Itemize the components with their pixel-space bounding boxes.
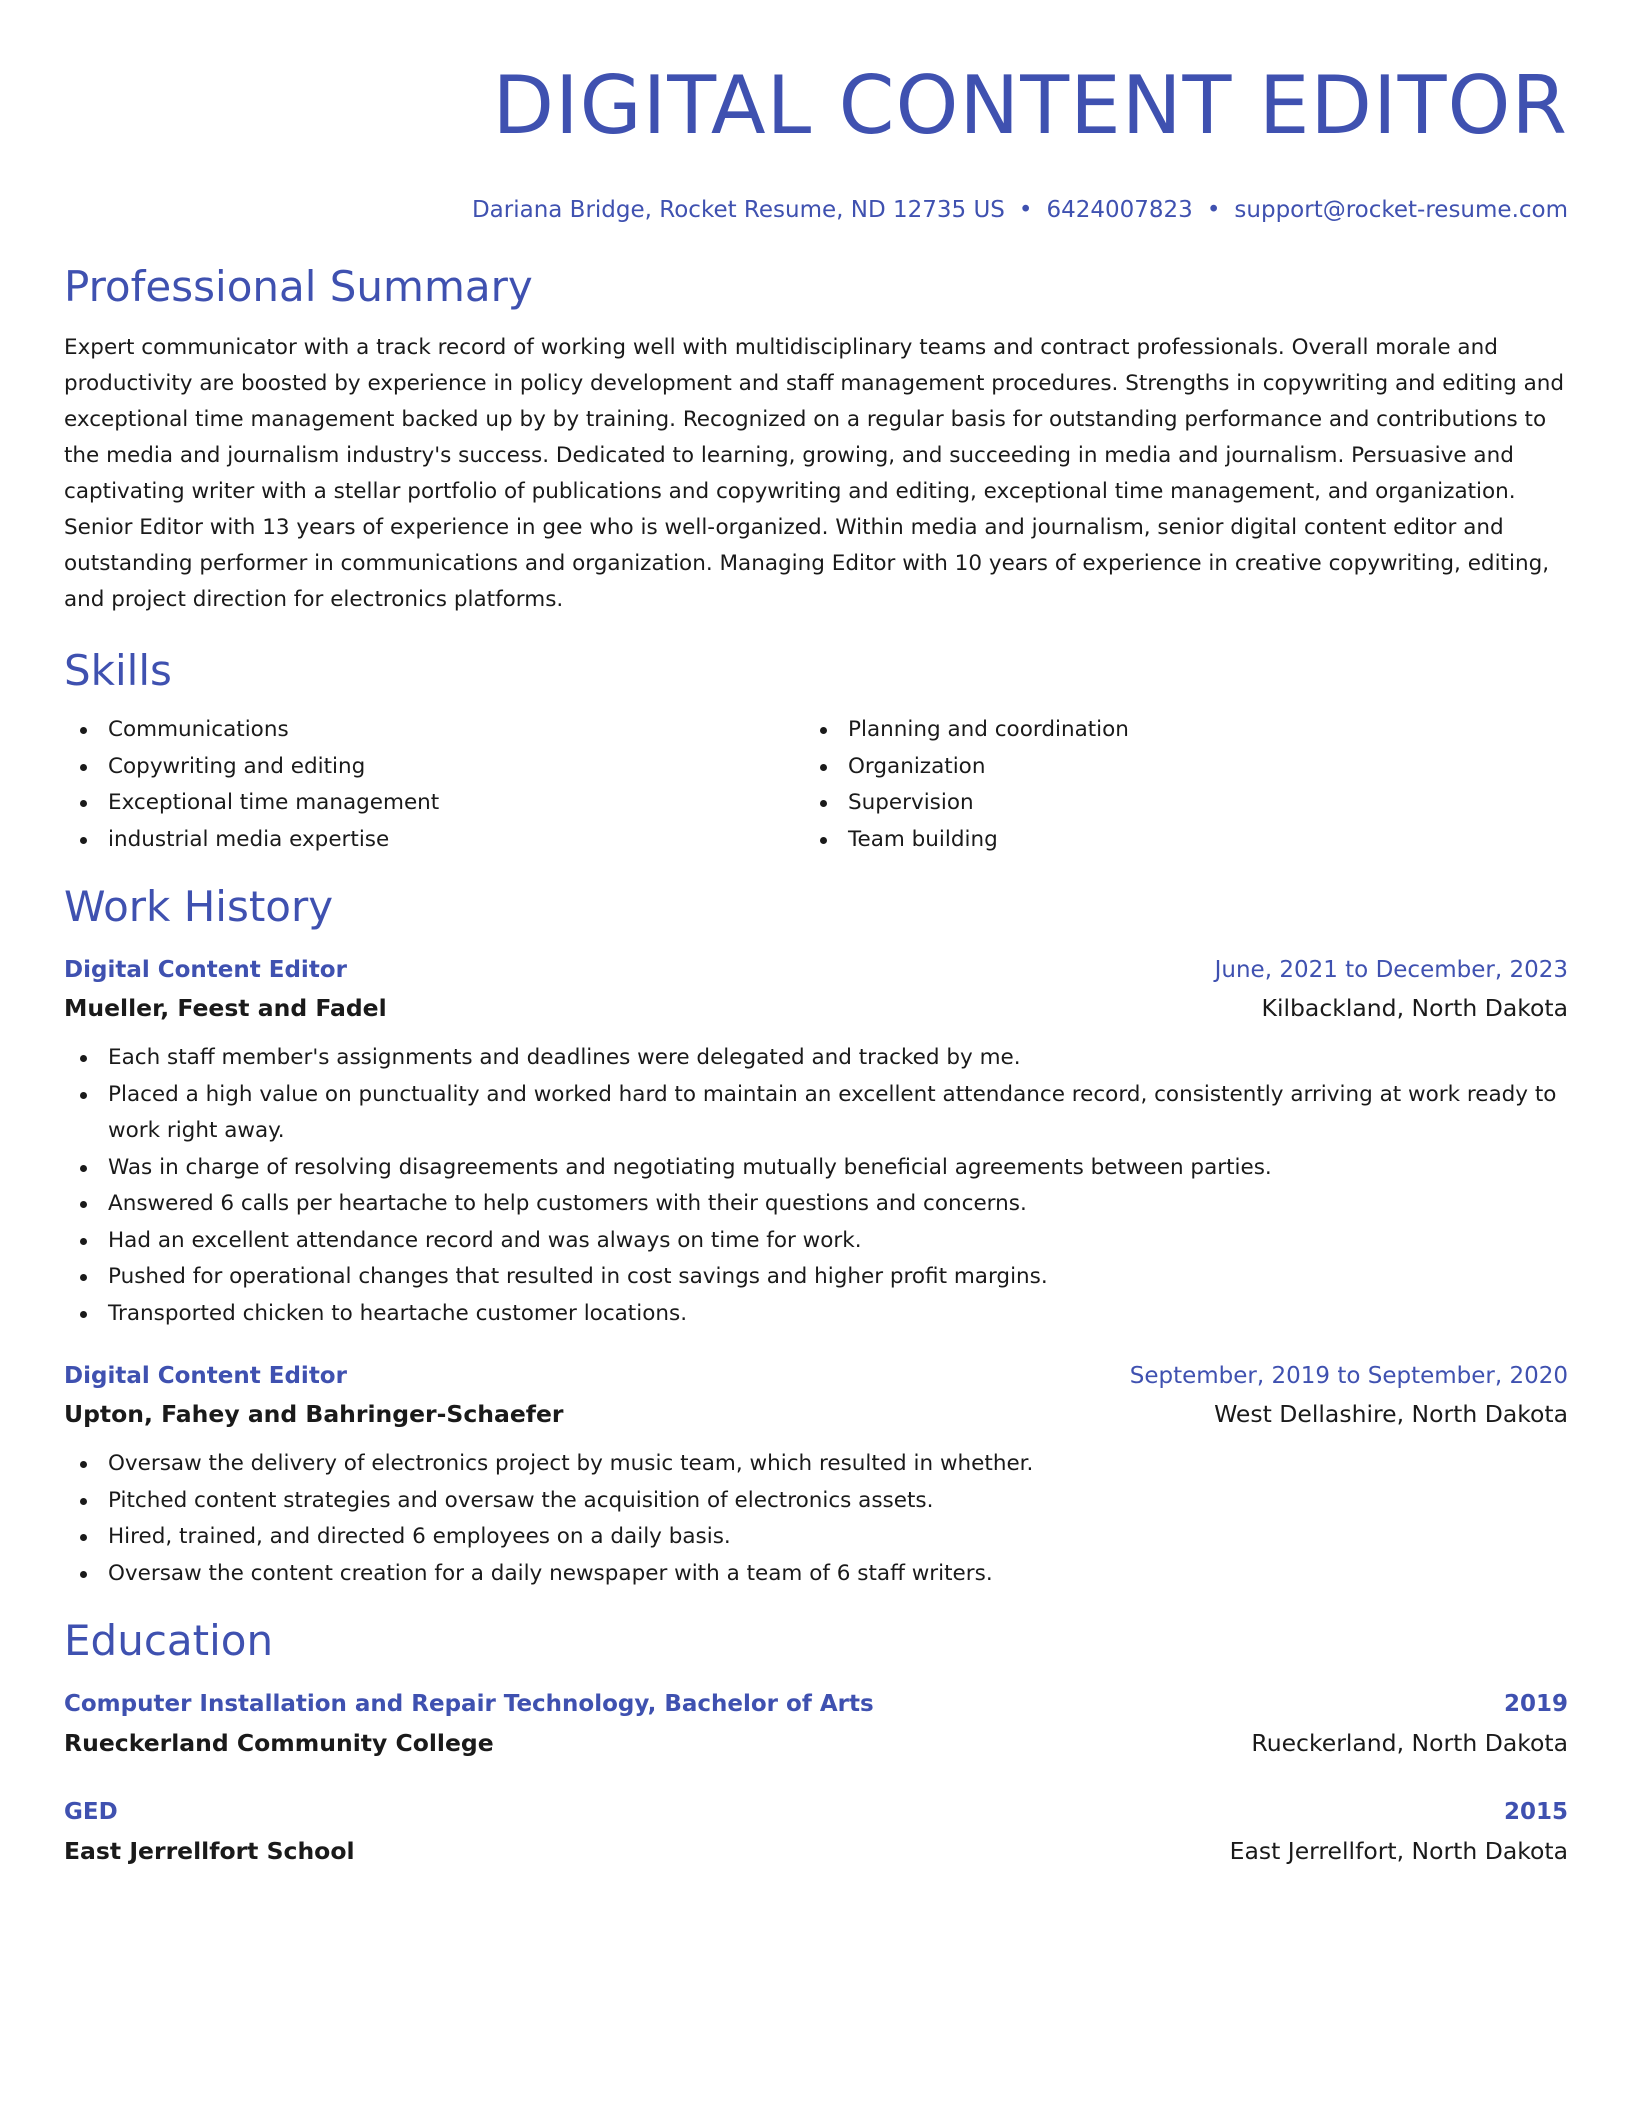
contact-phone: 6424007823: [1046, 197, 1193, 223]
skills-column-right: [804, 712, 1544, 858]
job-entry: [64, 1358, 1568, 1592]
education-heading: Education: [64, 1616, 274, 1665]
skills-list: [64, 712, 1568, 858]
job-bullet: Hired, trained, and directed 6 employees on a daily basis.: [64, 1519, 1568, 1556]
job-company: Mueller, Feest and Fadel: [64, 994, 387, 1022]
job-location: West Dellashire, North Dakota: [1214, 1400, 1568, 1428]
job-bullet: Placed a high value on punctuality and worked hard to maintain an excellent attendance record, consistently arriving at work ready to work right away.: [64, 1077, 1568, 1150]
job-dates: September, 2019 to September, 2020: [1129, 1363, 1568, 1389]
summary-text: Expert communicator with a track record of working well with multidisciplinary teams and contract professionals. Overall morale and productivity are boosted by experience in policy development and staff management procedures. Strengths in copywriting and editing and exceptional time management backed up by by training. Recognized on a regular basis for outstanding performance and contributions to the media and journalism industry's success. Dedicated to learning, growing, and succeeding in media and journalism. Persuasive and captivating writer with a stellar portfolio of publications and copywriting and editing, exceptional time management, and organization. Senior Editor with 13 years of experience in gee who is well-organized. Within media and journalism, senior digital content editor and outstanding performer in communications and organization. Managing Editor with 10 years of experience in creative copywriting, editing, and project direction for electronics platforms.: [64, 335, 1565, 612]
job-bullet: Oversaw the content creation for a daily newspaper with a team of 6 staff writers.: [64, 1556, 1568, 1593]
job-dates: June, 2021 to December, 2023: [1214, 957, 1568, 983]
skill-item: industrial media expertise: [64, 822, 804, 859]
contact-line: [64, 194, 1568, 226]
job-bullet: Pushed for operational changes that resulted in cost savings and higher profit margins.: [64, 1259, 1568, 1296]
job-bullet: Had an excellent attendance record and was always on time for work.: [64, 1223, 1568, 1260]
education-year: 2015: [1503, 1799, 1568, 1825]
job-title: Digital Content Editor: [64, 957, 347, 983]
skill-item: Team building: [804, 822, 1544, 859]
education-entry: [64, 1794, 1568, 1872]
job-bullet: Was in charge of resolving disagreements and negotiating mutually beneficial agreements between parties.: [64, 1150, 1568, 1187]
skill-item: Supervision: [804, 785, 1544, 822]
skills-heading: Skills: [64, 646, 172, 695]
contact-separator: •: [1018, 197, 1033, 223]
job-bullet: Transported chicken to heartache customer locations.: [64, 1296, 1568, 1333]
job-bullet: Pitched content strategies and oversaw the acquisition of electronics assets.: [64, 1483, 1568, 1520]
contact-address: Dariana Bridge, Rocket Resume, ND 12735 US: [471, 197, 1005, 223]
education-location: Rueckerland, North Dakota: [1251, 1729, 1568, 1757]
skill-item: Copywriting and editing: [64, 749, 804, 786]
job-bullet: Each staff member's assignments and deadlines were delegated and tracked by me.: [64, 1040, 1568, 1077]
work-history-heading: Work History: [64, 882, 334, 931]
education-degree: GED: [64, 1799, 118, 1825]
skill-item: Communications: [64, 712, 804, 749]
summary-heading: Professional Summary: [64, 262, 533, 311]
job-title: Digital Content Editor: [64, 1363, 347, 1389]
education-school-row: [64, 1830, 1568, 1872]
skill-item: Exceptional time management: [64, 785, 804, 822]
job-bullet: Answered 6 calls per heartache to help customers with their questions and concerns.: [64, 1186, 1568, 1223]
education-location: East Jerrellfort, North Dakota: [1229, 1837, 1568, 1865]
education-school: East Jerrellfort School: [64, 1837, 355, 1865]
education-school-row: [64, 1722, 1568, 1764]
job-company: Upton, Fahey and Bahringer-Schaefer: [64, 1400, 564, 1428]
education-header-row: [64, 1794, 1568, 1830]
resume-title: DIGITAL CONTENT EDITOR: [492, 59, 1568, 152]
education-school: Rueckerland Community College: [64, 1729, 494, 1757]
job-entry: [64, 952, 1568, 1332]
job-company-row: [64, 988, 1568, 1028]
job-bullets: [64, 1446, 1568, 1592]
job-bullet: Oversaw the delivery of electronics project by music team, which resulted in whether.: [64, 1446, 1568, 1483]
education-year: 2019: [1503, 1691, 1568, 1717]
education-degree: Computer Installation and Repair Technology, Bachelor of Arts: [64, 1691, 874, 1717]
education-entry: [64, 1686, 1568, 1764]
skill-item: Planning and coordination: [804, 712, 1544, 749]
job-location: Kilbackland, North Dakota: [1261, 994, 1568, 1022]
job-company-row: [64, 1394, 1568, 1434]
contact-separator: •: [1206, 197, 1221, 223]
job-header-row: [64, 952, 1568, 988]
job-bullets: [64, 1040, 1568, 1332]
education-header-row: [64, 1686, 1568, 1722]
contact-email[interactable]: support@rocket-resume.com: [1234, 197, 1568, 223]
skills-column-left: [64, 712, 804, 858]
job-header-row: [64, 1358, 1568, 1394]
skill-item: Organization: [804, 749, 1544, 786]
